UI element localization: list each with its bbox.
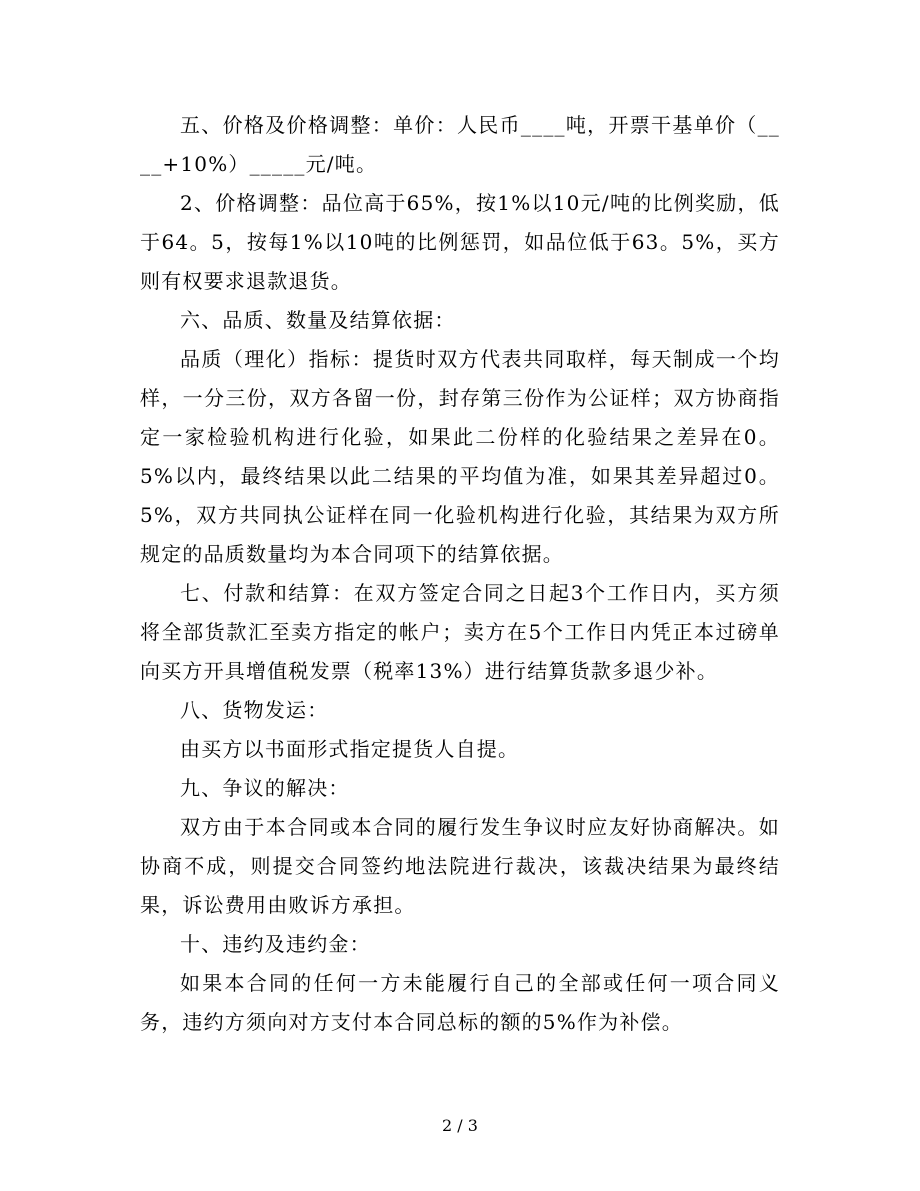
page-number: 2 / 3 <box>442 1116 478 1135</box>
paragraph-dispute: 双方由于本合同或本合同的履行发生争议时应友好协商解决。如协商不成，则提交合同签约地法院进行裁决，该裁决结果为最终结果，诉讼费用由败诉方承担。 <box>140 815 780 917</box>
paragraph-shipping: 由买方以书面形式指定提货人自提。 <box>180 737 520 761</box>
paragraph-price: 五、价格及价格调整：单价：人民币____吨，开票干基单价（____+10%）_____元/吨。 <box>140 113 780 176</box>
paragraph-payment-settlement: 七、付款和结算：在双方签定合同之日起3个工作日内，买方须将全部货款汇至卖方指定的帐户；卖方在5个工作日内凭正本过磅单向买方开具增值税发票（税率13%）进行结算货款多退少补。 <box>140 581 780 683</box>
heading-breach: 十、违约及违约金： <box>180 932 371 956</box>
heading-shipping: 八、货物发运： <box>180 698 329 722</box>
heading-quality-quantity: 六、品质、数量及结算依据： <box>180 308 456 332</box>
paragraph-price-adjustment: 2、价格调整：品位高于65%，按1%以10元/吨的比例奖励，低于64。5，按每1%以10吨的比例惩罚，如品位低于63。5%，买方则有权要求退款退货。 <box>140 191 780 293</box>
heading-dispute: 九、争议的解决： <box>180 776 350 800</box>
paragraph-quality-indicators: 品质（理化）指标：提货时双方代表共同取样，每天制成一个均样，一分三份，双方各留一份，封存第三份作为公证样；双方协商指定一家检验机构进行化验，如果此二份样的化验结果之差异在0。5%以内，最终结果以此二结果的平均值为准，如果其差异超过0。5%，双方共同执公证样在同一化验机构进行化验，其结果为双方所规定的品质数量均为本合同项下的结算依据。 <box>140 347 780 566</box>
document-body <box>140 106 780 1042</box>
paragraph-breach: 如果本合同的任何一方未能履行自己的全部或任何一项合同义务，违约方须向对方支付本合同总标的额的5%作为补偿。 <box>140 971 780 1034</box>
